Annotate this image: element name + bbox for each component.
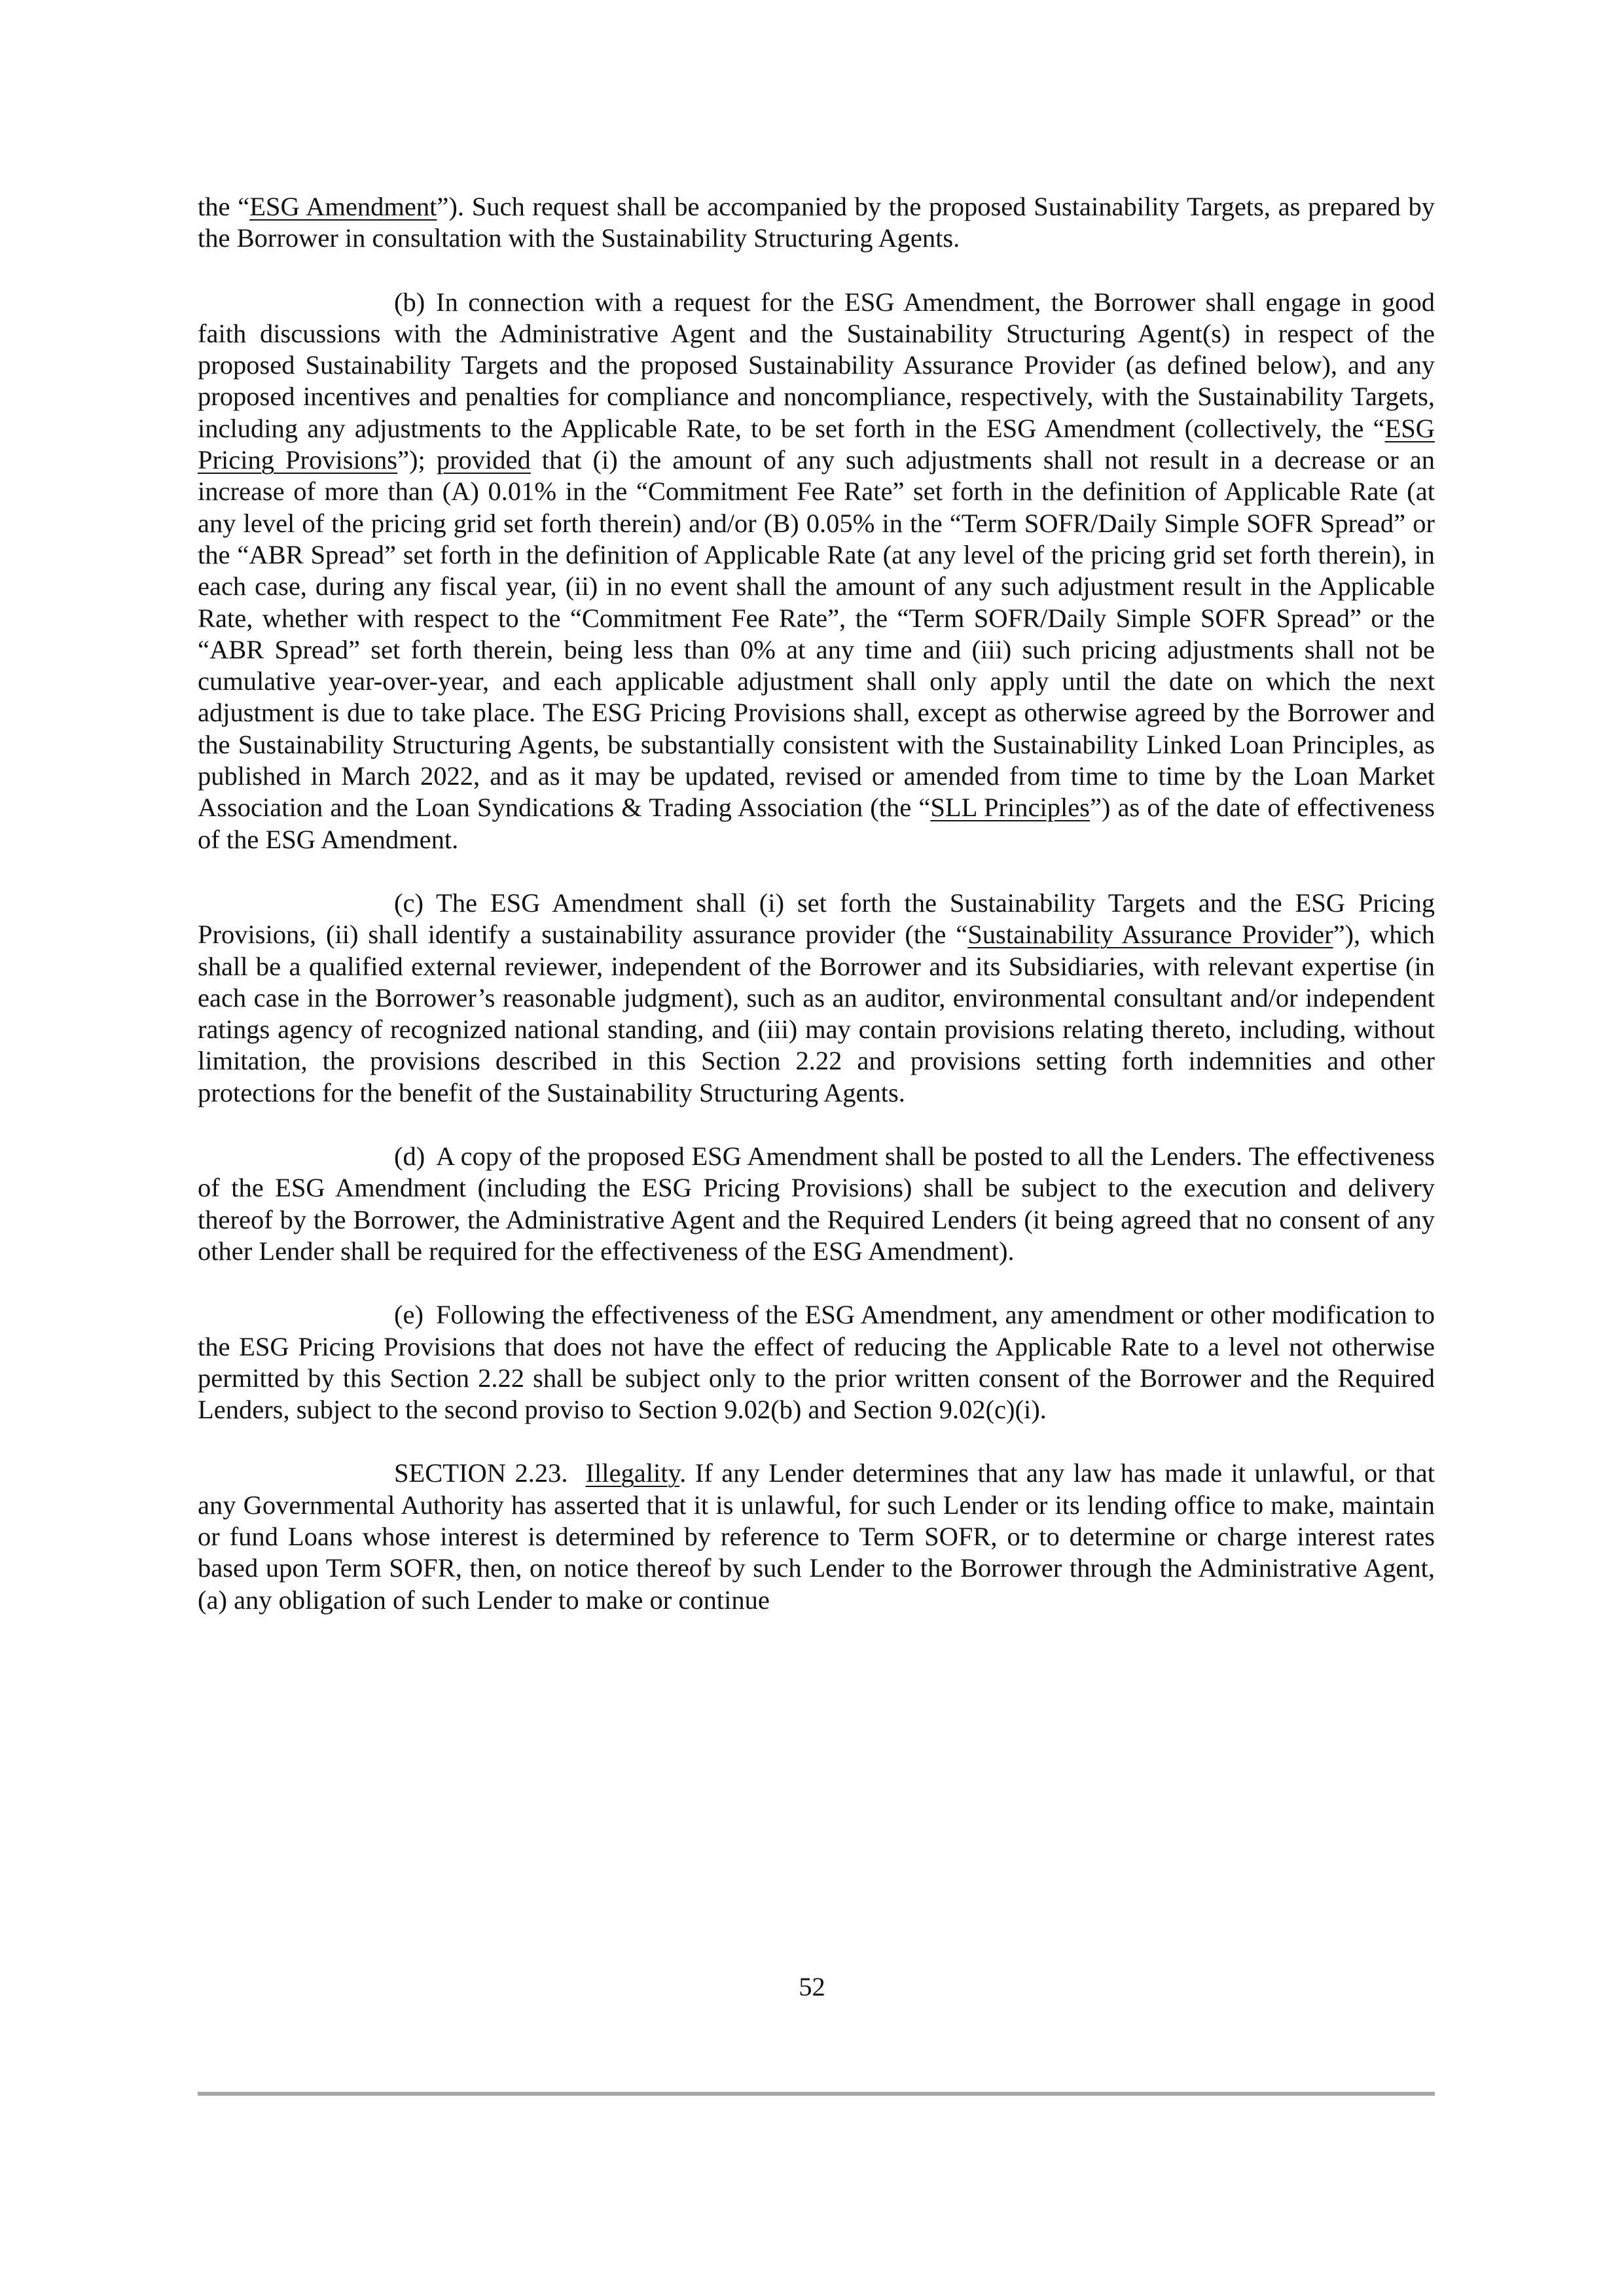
section-heading: SECTION 2.23. bbox=[394, 1458, 568, 1488]
defined-term: ESG Pricing Provisions bbox=[198, 413, 1435, 475]
paragraph-b bbox=[198, 287, 1435, 855]
text: ”); bbox=[397, 445, 437, 475]
page-number: 52 bbox=[799, 1972, 825, 2001]
defined-term: SLL Principles bbox=[930, 793, 1090, 823]
text: The ESG Amendment shall (i) set forth the Sustainability Targets and the ESG Pricing Provisions, (ii) shall identify a sustainability assurance provider (the “ bbox=[198, 888, 1435, 950]
clause-label: (e) bbox=[394, 1300, 424, 1330]
paragraph-section-2-23 bbox=[198, 1458, 1435, 1615]
text: ”). Such request shall be accompanied by the proposed Sustainability Targets, as prepared by the Borrower in consultation with the Sustainability Structuring Agents. bbox=[198, 192, 1435, 253]
paragraph-c bbox=[198, 888, 1435, 1109]
text: In connection with a request for the ESG Amendment, the Borrower shall engage in good faith discussions with the Administrative Agent and the Sustainability Structuring Agent(s) in respect of the proposed Sustainability Targets and the proposed Sustainability Assurance Provider (as defined below), and any proposed incentives and penalties for compliance and noncompliance, respectively, with the Sustainability Targets, including any adjustments to the Applicable Rate, to be set forth in the ESG Amendment (collectively, the “ bbox=[198, 287, 1435, 443]
defined-term: provided bbox=[436, 445, 531, 475]
text: ”), which shall be a qualified external reviewer, independent of the Borrower and its Subsidiaries, with relevant expertise (in each case in the Borrower’s reasonable judgment), such as an auditor, environmental consultant and/or independent ratings agency of recognized national standing, and (iii) may contain provisions relating thereto, including, without limitation, the provisions described in this Section 2.22 and provisions setting forth indemnities and other protections for the benefit of the Sustainability Structuring Agents. bbox=[198, 920, 1435, 1107]
paragraph-intro bbox=[198, 191, 1435, 255]
text: ”) as of the date of effectiveness of the ESG Amendment. bbox=[198, 793, 1435, 854]
document-page bbox=[198, 191, 1435, 1648]
text: A copy of the proposed ESG Amendment shall be posted to all the Lenders. The effectiveness of the ESG Amendment (including the ESG Pricing Provisions) shall be subject to the execution and delivery thereof by the Borrower, the Administrative Agent and the Required Lenders (it being agreed that no consent of any other Lender shall be required for the effectiveness of the ESG Amendment). bbox=[198, 1141, 1435, 1266]
defined-term: Sustainability Assurance Provider bbox=[967, 920, 1333, 950]
text: Following the effectiveness of the ESG Amendment, any amendment or other modification to the ESG Pricing Provisions that does not have the effect of reducing the Applicable Rate to a level not otherwise permitted by this Section 2.22 shall be subject only to the prior written consent of the Borrower and the Required Lenders, subject to the second proviso to Section 9.02(b) and Section 9.02(c)(i). bbox=[198, 1300, 1435, 1425]
clause-label: (c) bbox=[394, 888, 424, 918]
paragraph-e bbox=[198, 1299, 1435, 1426]
section-title: Illegality bbox=[585, 1458, 680, 1488]
defined-term: ESG Amendment bbox=[249, 192, 437, 221]
clause-label: (d) bbox=[394, 1141, 425, 1172]
text: . If any Lender determines that any law has made it unlawful, or that any Governmental Authority has asserted that it is unlawful, for such Lender or its lending office to make, maintain or fund Loans whose interest is determined by reference to Term SOFR, or to determine or charge interest rates based upon Term SOFR, then, on notice thereof by such Lender to the Borrower through the Administrative Agent, (a) any obligation of such Lender to make or continue bbox=[198, 1458, 1435, 1615]
paragraph-d bbox=[198, 1141, 1435, 1267]
footer-divider bbox=[198, 2092, 1435, 2096]
text: the “ bbox=[198, 192, 250, 221]
clause-label: (b) bbox=[394, 287, 425, 317]
text: that (i) the amount of any such adjustments shall not result in a decrease or an increase of more than (A) 0.01% in the “Commitment Fee Rate” set forth in the definition of Applicable Rate (at any level of the pricing grid set forth therein) and/or (B) 0.05% in the “Term SOFR/Daily Simple SOFR Spread” or the “ABR Spread” set forth in the definition of Applicable Rate (at any level of the pricing grid set forth therein), in each case, during any fiscal year, (ii) in no event shall the amount of any such adjustment result in the Applicable Rate, whether with respect to the “Commitment Fee Rate”, the “Term SOFR/Daily Simple SOFR Spread” or the “ABR Spread” set forth therein, being less than 0% at any time and (iii) such pricing adjustments shall not be cumulative year-over-year, and each applicable adjustment shall only apply until the date on which the next adjustment is due to take place. The ESG Pricing Provisions shall, except as otherwise agreed by the Borrower and the Sustainability Structuring Agents, be substantially consistent with the Sustainability Linked Loan Principles, as published in March 2022, and as it may be updated, revised or amended from time to time by the Loan Market Association and the Loan Syndications & Trading Association (the “ bbox=[198, 445, 1435, 823]
